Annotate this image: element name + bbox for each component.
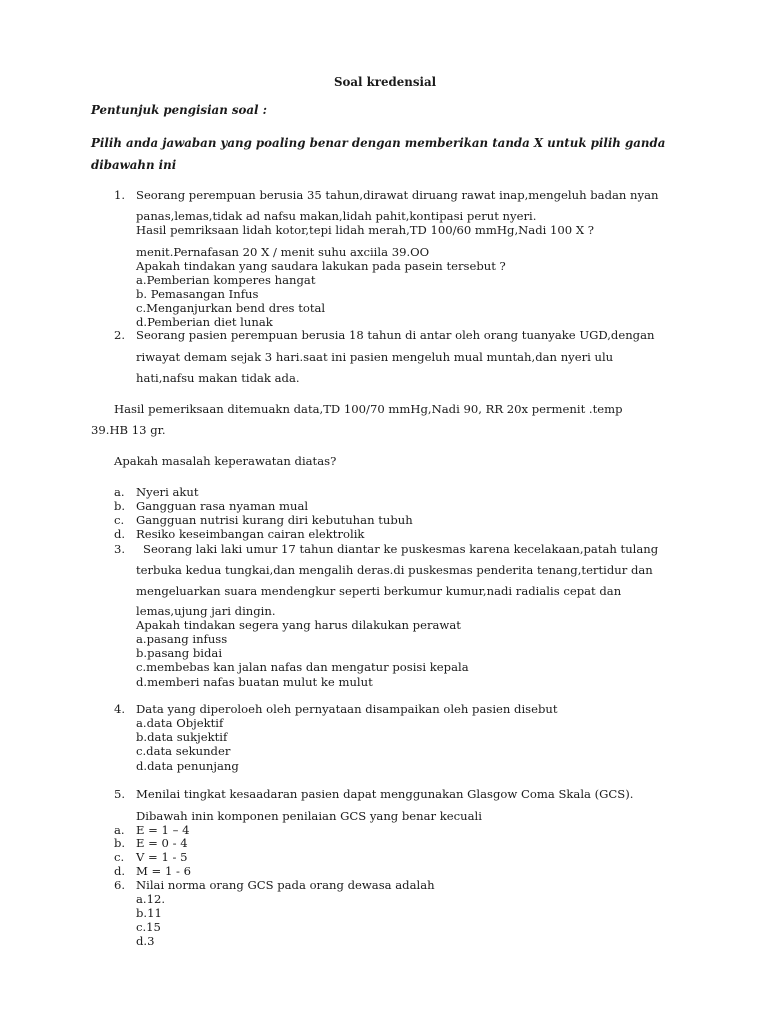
q1-stem-line-4: menit.Pernafasan 20 X / menit suhu axciila 39.OO — [136, 245, 430, 259]
q3-option-b: b.pasang bidai — [136, 646, 223, 660]
q6-option-b: b.11 — [136, 906, 162, 920]
q2-number: 2. — [114, 328, 126, 342]
q3-stem-line-5: Apakah tindakan segera yang harus dilakukan perawat — [136, 618, 461, 632]
q1-stem-line-2: panas,lemas,tidak ad nafsu makan,lidah pahit,kontipasi perut nyeri. — [136, 209, 537, 223]
q1-option-a: a.Pemberian komperes hangat — [136, 273, 316, 287]
q4-option-d: d.data penunjang — [136, 759, 239, 773]
q3-stem-line-1: Seorang laki laki umur 17 tahun diantar ke puskesmas karena kecelakaan,patah tulang — [143, 542, 659, 556]
q3-option-d: d.memberi nafas buatan mulut ke mulut — [136, 675, 373, 689]
q1-stem-line-1: Seorang perempuan berusia 35 tahun,dirawat diruang rawat inap,mengeluh badan nyan — [136, 188, 659, 202]
q5-option-a-letter: a. — [114, 823, 125, 837]
q2-exam-line-2: 39.HB 13 gr. — [91, 423, 166, 437]
q2-option-c: Gangguan nutrisi kurang diri kebutuhan tubuh — [136, 513, 413, 527]
q4-option-c: c.data sekunder — [136, 744, 231, 758]
q2-option-b-letter: b. — [114, 499, 126, 513]
q1-number: 1. — [114, 188, 126, 202]
q4-option-a: a.data Objektif — [136, 716, 224, 730]
q2-stem-line-2: riwayat demam sejak 3 hari.saat ini pasien mengeluh mual muntah,dan nyeri ulu — [136, 350, 614, 364]
q3-number: 3. — [114, 542, 126, 556]
q5-option-c: V = 1 - 5 — [136, 850, 188, 864]
instruction-heading: Pentunjuk pengisian soal : — [91, 103, 267, 117]
q4-number: 4. — [114, 702, 126, 716]
q5-option-b: E = 0 - 4 — [136, 836, 188, 850]
q4-option-b: b.data sukjektif — [136, 730, 228, 744]
q3-option-a: a.pasang infuss — [136, 632, 228, 646]
q6-stem-line-1: Nilai norma orang GCS pada orang dewasa adalah — [136, 878, 435, 892]
q6-option-d: d.3 — [136, 934, 155, 948]
q1-stem-line-3: Hasil pemriksaan lidah kotor,tepi lidah merah,TD 100/60 mmHg,Nadi 100 X ? — [136, 223, 594, 237]
q1-option-d: d.Pemberian diet lunak — [136, 315, 273, 329]
q2-exam-line-1: Hasil pemeriksaan ditemuakn data,TD 100/70 mmHg,Nadi 90, RR 20x permenit .temp — [114, 402, 623, 416]
instruction-text-line-1: Pilih anda jawaban yang poaling benar dengan memberikan tanda X untuk pilih ganda — [91, 136, 666, 150]
q6-option-a: a.12. — [136, 892, 166, 906]
q2-stem-line-3: hati,nafsu makan tidak ada. — [136, 371, 300, 385]
q5-number: 5. — [114, 787, 126, 801]
q3-stem-line-2: terbuka kedua tungkai,dan mengalih deras.di puskesmas penderita tenang,tertidur dan — [136, 563, 653, 577]
q2-stem-line-1: Seorang pasien perempuan berusia 18 tahun di antar oleh orang tuanyake UGD,dengan — [136, 328, 655, 342]
q6-option-c: c.15 — [136, 920, 161, 934]
q1-stem-line-5: Apakah tindakan yang saudara lakukan pada pasein tersebut ? — [136, 259, 506, 273]
q5-option-d: M = 1 - 6 — [136, 864, 191, 878]
document-title: Soal kredensial — [334, 75, 437, 89]
q2-option-b: Gangguan rasa nyaman mual — [136, 499, 309, 513]
q5-option-a: E = 1 – 4 — [136, 823, 190, 837]
q3-option-c: c.membebas kan jalan nafas dan mengatur posisi kepala — [136, 660, 469, 674]
q2-option-d: Resiko keseimbangan cairan elektrolik — [136, 527, 365, 541]
q2-option-a-letter: a. — [114, 485, 125, 499]
q1-option-b: b. Pemasangan Infus — [136, 287, 259, 301]
q2-option-a: Nyeri akut — [136, 485, 199, 499]
q4-stem-line-1: Data yang diperoloeh oleh pernyataan disampaikan oleh pasien disebut — [136, 702, 558, 716]
q5-option-d-letter: d. — [114, 864, 126, 878]
q5-stem-line-1: Menilai tingkat kesaadaran pasien dapat menggunakan Glasgow Coma Skala (GCS). — [136, 787, 634, 801]
q2-option-d-letter: d. — [114, 527, 126, 541]
q3-stem-line-4: lemas,ujung jari dingin. — [136, 604, 276, 618]
q2-question: Apakah masalah keperawatan diatas? — [114, 454, 337, 468]
q5-option-b-letter: b. — [114, 836, 126, 850]
q1-option-c: c.Menganjurkan bend dres total — [136, 301, 326, 315]
q3-stem-line-3: mengeluarkan suara mendengkur seperti berkumur kumur,nadi radialis cepat dan — [136, 584, 622, 598]
instruction-text-line-2: dibawahn ini — [91, 158, 177, 172]
q5-option-c-letter: c. — [114, 850, 125, 864]
q2-option-c-letter: c. — [114, 513, 125, 527]
q5-stem-line-2: Dibawah inin komponen penilaian GCS yang benar kecuali — [136, 809, 482, 823]
q6-number: 6. — [114, 878, 126, 892]
